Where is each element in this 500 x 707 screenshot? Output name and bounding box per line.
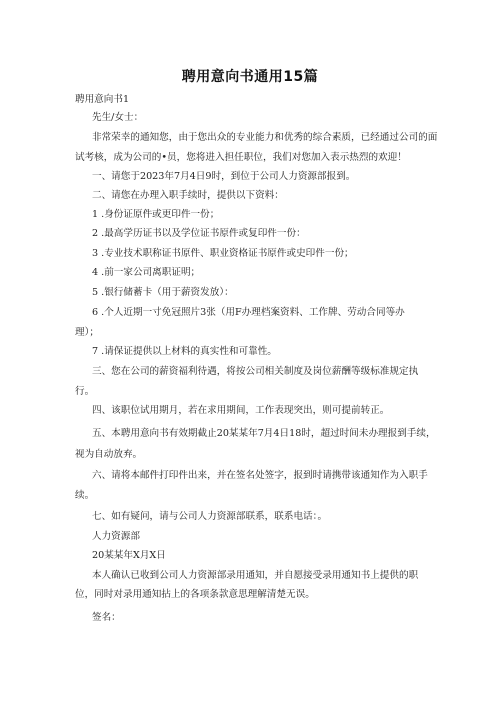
list-item-continuation: 理）； <box>75 327 99 338</box>
paragraph-line: 七、如有疑问，请与公司人力资源部联系，联系电话：。 <box>92 511 328 522</box>
list-item: 1 .身份证原件或更印件一份； <box>92 209 220 220</box>
paragraph-line: 六、请将本邮件打印件出来，并在签名处签字，报到时请携带该通知作为入职手 <box>92 470 428 481</box>
paragraph-line: 非常荣幸的通知您，由于您出众的专业能力和优秀的综合素质，已经通过公司的面 <box>92 132 438 143</box>
paragraph-line: 二、请您在办理入职手续时，提供以下资料： <box>92 190 284 201</box>
paragraph-line: 本人确认已收到公司人力资源部录用通知，并自愿接受录用通知书上提供的职 <box>92 570 419 581</box>
paragraph-line: 续。 <box>75 490 95 501</box>
list-item: 4 .前一家公司离职证明； <box>92 267 201 278</box>
signature-label: 签名： <box>92 612 121 623</box>
salutation: 先生/女士： <box>92 112 144 123</box>
paragraph-line: 位，同时对录用通知拈上的各项条款意思理解清楚无误。 <box>75 589 315 600</box>
paragraph-line: 一、请您于2023年7月4日9时，到位于公司人力资源部报到。 <box>92 171 356 182</box>
paragraph-line: 四、该职位试用期月，若在求用期间，工作表现突出，则可提前转正。 <box>92 405 390 416</box>
signatory-department: 人力资源部 <box>92 531 140 542</box>
list-item: 3 .专业技术职称证书原件、职业资格证书原件或史印件一份； <box>92 248 354 259</box>
signatory-date: 20某某年X月X日 <box>92 550 166 561</box>
list-item: 2 .最高学历证书以及学位证书原件或复印件一份： <box>92 228 306 239</box>
paragraph-line: 视为自动放弃。 <box>75 449 143 460</box>
list-item: 5 .银行储蓄卡（用于薪资发放）： <box>92 287 234 298</box>
list-item: 6 .个人近期一寸免冠照片3张（用F办理档案资料、工作牌、劳动合同等办 <box>92 307 405 318</box>
section-heading: 聘用意向书1 <box>75 94 130 105</box>
paragraph-line: 行。 <box>75 386 95 397</box>
paragraph-line: 试考核，成为公司的•员，您将进入担任职位，我们对您加入表示热烈的欢迎！ <box>75 152 407 163</box>
paragraph-line: 五、本聘用意向书有效期截止20某某年7月4日18时，超过时间未办理报到手续， <box>92 428 436 439</box>
list-item: 7 .请保证提供以上材料的真实性和可靠性。 <box>92 346 277 357</box>
paragraph-line: 三、您在公司的薪资福利待遇，将按公司相关制度及岗位薪酬等级标准规定执 <box>92 366 419 377</box>
document-title: 聘用意向书通用15篇 <box>181 69 319 85</box>
